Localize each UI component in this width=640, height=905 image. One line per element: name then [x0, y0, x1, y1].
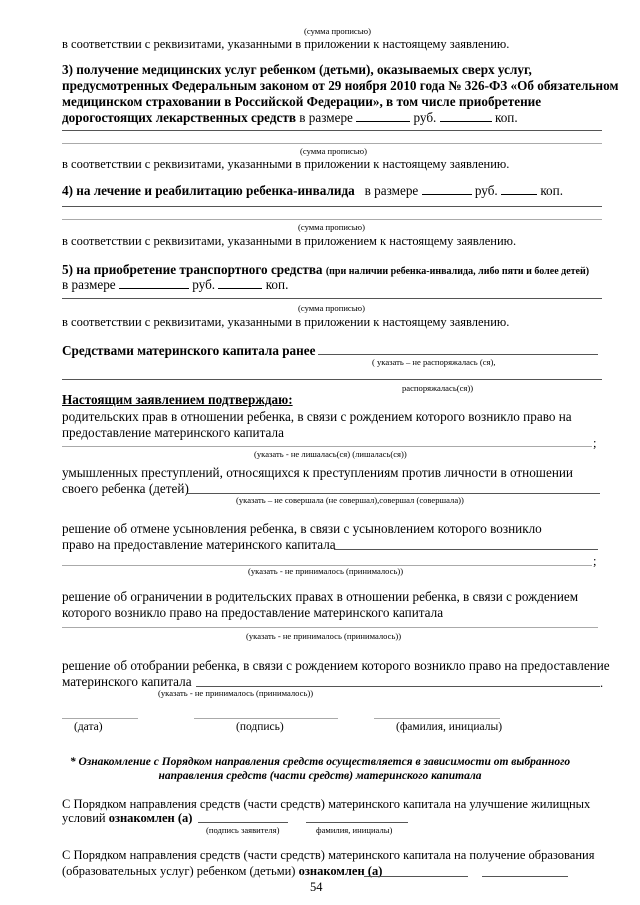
applicant-signature-hint: (подпись заявителя) [206, 825, 280, 835]
details-line: в соответствии с реквизитами, указанными в приложении к настоящему заявлению. [62, 315, 510, 329]
sum-in-words-hint: (сумма прописью) [298, 303, 365, 313]
confirm-item-5-hint: (указать - не принималось (принималось)) [158, 688, 314, 698]
applicant-name-field[interactable] [482, 876, 568, 877]
amount-label: в размере [364, 183, 419, 198]
confirm-item-3-line-2: право на предоставление материнского капитала [62, 537, 336, 552]
notice-line-1: * Ознакомление с Порядком направления средств осуществляется в зависимости от выбранного [69, 756, 571, 768]
amount-rub-field[interactable] [422, 184, 472, 195]
ack-housing-line-2 [62, 812, 192, 825]
section-5-amount-row [62, 278, 288, 291]
confirm-item-5-field[interactable] [196, 686, 600, 687]
amount-rub-field[interactable] [356, 111, 410, 122]
period: . [600, 676, 604, 690]
confirm-item-2-line-2: своего ребенка (детей) [62, 481, 189, 496]
section-3-line-4: дорогостоящих лекарственных средств [62, 110, 296, 125]
section-4-amount-row [62, 184, 563, 197]
applicant-signature-field[interactable] [198, 822, 288, 823]
confirm-item-4-line-1: решение об ограничении в родительских правах в отношении ребенка, в связи с рождением [62, 589, 579, 604]
page-number: 54 [310, 880, 323, 894]
kop-label: коп. [265, 277, 289, 292]
confirm-item-5-line-2: материнского капитала [62, 674, 192, 689]
confirm-item-3-field[interactable] [334, 549, 598, 550]
confirm-item-1-line-1: родительских прав в отношении ребенка, в связи с рождением которого возникло право на [62, 409, 572, 424]
applicant-name-hint: фамилия, инициалы) [316, 825, 393, 835]
ack-education-line-1: С Порядком направления средств (части средств) материнского капитала на получение образования [62, 848, 595, 862]
section-3-line-2: предусмотренных Федеральным законом от 29 ноября 2010 года № 326-ФЗ «Об обязательном [62, 78, 619, 93]
sum-words-line[interactable] [62, 130, 602, 131]
details-line: в соответствии с реквизитами, указанными в приложении к настоящему заявлению. [62, 157, 510, 171]
amount-label: в размере [299, 110, 353, 125]
confirm-item-4-field[interactable] [62, 627, 598, 628]
ack-housing-line-1: С Порядком направления средств (части средств) материнского капитала на улучшение жилищных [62, 797, 591, 811]
prior-capital-label: Средствами материнского капитала ранее [62, 343, 316, 358]
date-field[interactable] [62, 718, 138, 719]
section-5-title-row [62, 263, 589, 277]
signature-field[interactable] [194, 718, 338, 719]
rub-label: руб. [413, 110, 437, 125]
sum-in-words-hint: (сумма прописью) [298, 222, 365, 232]
applicant-signature-field[interactable] [364, 876, 468, 877]
section-3-line-1: 3) получение медицинских услуг ребенком (детьми), оказываемых сверх услуг, [62, 62, 532, 77]
date-hint: (дата) [74, 721, 103, 733]
ack-education-acknowledged: ознакомлен (а) [298, 864, 383, 878]
amount-label: в размере [62, 277, 116, 292]
section-5-title: 5) на приобретение транспортного средства [62, 262, 323, 277]
ack-education-prefix: (образовательных услуг) ребенком (детьми) [62, 864, 296, 878]
amount-rub-field[interactable] [119, 278, 189, 289]
confirm-item-2-field[interactable] [186, 493, 600, 494]
details-line: в соответствии с реквизитами, указанными в приложении к настоящему заявлению. [62, 37, 510, 51]
details-line: в соответствии с реквизитами, указанными в приложением к настоящему заявлению. [62, 234, 517, 248]
amount-kop-field[interactable] [501, 184, 537, 195]
prior-capital-hint: распоряжалась(ся)) [402, 383, 474, 393]
confirm-item-3-hint: (указать - не принималось (принималось)) [248, 566, 404, 576]
sum-words-line[interactable] [62, 219, 602, 220]
semicolon: ; [593, 436, 597, 450]
confirm-item-2-hint: (указать – не совершала (не совершал),совершал (совершала)) [236, 495, 464, 505]
confirm-item-1-field[interactable] [62, 446, 592, 447]
ack-housing-prefix: условий [62, 811, 106, 825]
section-5-note: (при наличии ребенка-инвалида, либо пяти и более детей) [325, 266, 590, 277]
name-field[interactable] [374, 718, 500, 719]
prior-capital-field[interactable] [62, 379, 602, 380]
confirm-item-5-line-1: решение об отобрании ребенка, в связи с рождением которого возникло право на предоставление [62, 658, 610, 673]
sum-words-line[interactable] [62, 206, 602, 207]
ack-housing-acknowledged: ознакомлен (а) [108, 811, 193, 825]
rub-label: руб. [192, 277, 216, 292]
confirm-item-1-line-2: предоставление материнского капитала [62, 425, 284, 440]
prior-capital-field[interactable] [318, 354, 598, 355]
kop-label: коп. [494, 110, 518, 125]
confirm-item-3-line-1: решение об отмене усыновления ребенка, в связи с усыновлением которого возникло [62, 521, 542, 536]
confirm-item-1-hint: (указать - не лишалась(ся) (лишалась(ся)) [254, 449, 407, 459]
semicolon: ; [593, 554, 597, 568]
sum-in-words-hint: (сумма прописью) [300, 146, 367, 156]
sum-words-line[interactable] [62, 143, 602, 144]
confirm-heading: Настоящим заявлением подтверждаю: [62, 392, 293, 407]
name-hint: (фамилия, инициалы) [396, 721, 503, 733]
sum-words-line[interactable] [62, 298, 602, 299]
section-4-title: 4) на лечение и реабилитацию ребенка-инвалида [62, 183, 355, 198]
sum-in-words-hint: (сумма прописью) [304, 26, 371, 36]
applicant-name-field[interactable] [306, 822, 408, 823]
section-3-line-3: медицинском страховании в Российской Федерации», в том числе приобретение [62, 94, 542, 109]
signature-hint: (подпись) [236, 721, 284, 733]
confirm-item-4-hint: (указать - не принималось (принималось)) [246, 631, 402, 641]
section-3-amount-row [62, 111, 518, 124]
confirm-item-4-line-2: которого возникло право на предоставление материнского капитала [62, 605, 444, 620]
amount-kop-field[interactable] [218, 278, 262, 289]
kop-label: коп. [540, 183, 563, 198]
ack-education-line-2 [62, 865, 382, 878]
rub-label: руб. [474, 183, 498, 198]
prior-capital-hint: ( указать – не распоряжалась (ся), [372, 357, 496, 367]
confirm-item-2-line-1: умышленных преступлений, относящихся к преступлениям против личности в отношении [62, 465, 573, 480]
notice-line-2: направления средств (части средств) материнского капитала [158, 770, 482, 782]
amount-kop-field[interactable] [440, 111, 492, 122]
